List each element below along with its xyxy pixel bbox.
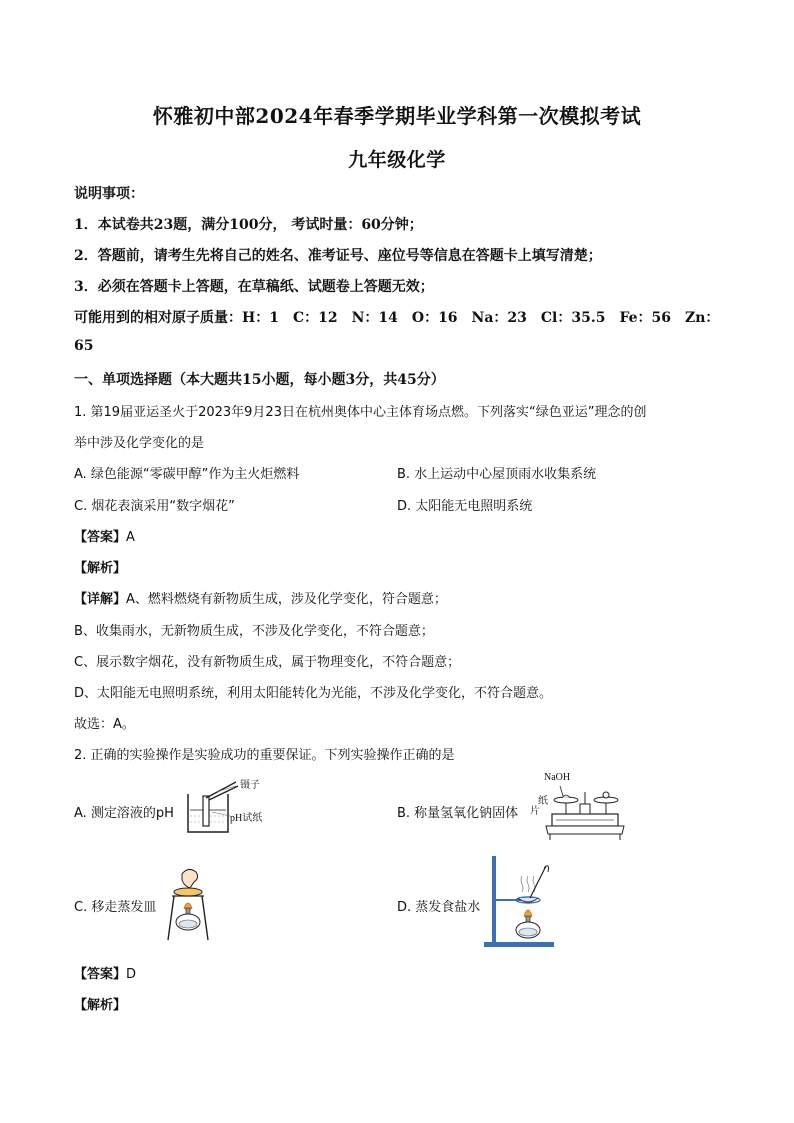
q1-answer-row — [74, 526, 135, 545]
instructions-heading: 说明事项： — [74, 186, 144, 202]
tweezers-label: 镊子 — [240, 780, 260, 791]
move-dish-figure — [160, 866, 216, 942]
evaporate-brine-figure — [482, 854, 572, 950]
q1-answer: A — [126, 530, 135, 545]
instruction-item-2: 2．答题前，请考生先将自己的姓名、准考证号、座位号等信息在答题卡上填写清楚； — [74, 248, 602, 264]
q1-option-a: A. 绿色能源“零碳甲醇”作为主火炬燃料 — [74, 467, 300, 482]
ph-paper-label: pH试纸 — [230, 813, 263, 824]
q1-analysis-tag: 【解析】 — [74, 561, 127, 576]
instruction-item-1: 1．本试卷共23题，满分100分， 考试时量：60分钟； — [74, 217, 423, 233]
section-1-heading: 一、单项选择题（本大题共15小题，每小题3分，共45分） — [74, 372, 445, 388]
naoh-label: NaOH — [544, 772, 571, 783]
q1-detail-line-3: C、展示数字烟花，没有新物质生成，属于物理变化，不符合题意； — [74, 655, 461, 670]
paper-label-2: 片 — [530, 806, 540, 817]
instruction-item-3: 3．必须在答题卡上答题，在草稿纸、试题卷上答题无效； — [74, 279, 434, 295]
balance-figure — [530, 770, 626, 846]
atomic-masses-line-2: 65 — [74, 338, 94, 354]
atomic-masses-line-1: 可能用到的相对原子质量：H：1 C：12 N：14 O：16 Na：23 Cl：35.5 Fe：56 Zn： — [74, 310, 720, 326]
exam-title: 怀雅初中部2024年春季学期毕业学科第一次模拟考试 — [152, 104, 642, 128]
q2-option-d: D. 蒸发食盐水 — [397, 900, 481, 915]
q1-option-c: C. 烟花表演采用“数字烟花” — [74, 499, 235, 514]
q2-option-c: C. 移走蒸发皿 — [74, 900, 157, 915]
q1-detail-line-2: B、收集雨水，无新物质生成，不涉及化学变化，不符合题意； — [74, 624, 434, 639]
q1-option-d: D. 太阳能无电照明系统 — [397, 499, 533, 514]
answer-tag: 【答案】 — [74, 530, 127, 545]
q2-answer: D — [126, 967, 137, 982]
exam-subtitle: 九年级化学 — [348, 149, 446, 171]
paper-label-1: 纸 — [538, 796, 548, 807]
q2-stem: 2. 正确的实验操作是实验成功的重要保证。下列实验操作正确的是 — [74, 748, 455, 763]
q1-option-b: B. 水上运动中心屋顶雨水收集系统 — [397, 467, 597, 482]
q1-conclusion: 故选：A。 — [74, 717, 135, 732]
q2-answer-row — [74, 963, 136, 982]
detail-tag: 【详解】 — [74, 592, 127, 607]
q1-detail-line-4: D、太阳能无电照明系统，利用太阳能转化为光能，不涉及化学变化，不符合题意。 — [74, 686, 553, 701]
answer-tag: 【答案】 — [74, 967, 127, 982]
q2-option-a: A. 测定溶液的pH — [74, 806, 174, 821]
q1-stem-line-1: 1. 第19届亚运圣火于2023年9月23日在杭州奥体中心主体育场点燃。下列落实“绿色亚运”理念的创 — [74, 405, 647, 420]
ph-test-figure — [184, 776, 284, 836]
q1-detail-row-1 — [74, 588, 447, 607]
q1-stem-line-2: 举中涉及化学变化的是 — [74, 436, 205, 451]
q2-option-b: B. 称量氢氧化钠固体 — [397, 806, 519, 821]
q1-detail-line-1: A、燃料燃烧有新物质生成，涉及化学变化，符合题意； — [126, 592, 447, 607]
q2-analysis-tag: 【解析】 — [74, 998, 127, 1013]
